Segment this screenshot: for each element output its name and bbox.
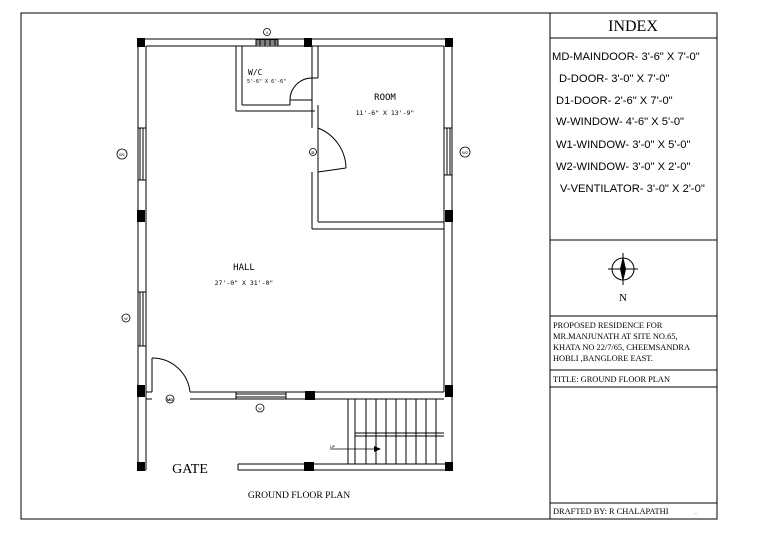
project-line-4: HOBLI ,BANGLORE EAST. (553, 354, 653, 363)
stair-up-label: UP (330, 445, 335, 449)
index-item-d1: D1-DOOR- 2'-6" X 7'-0" (556, 95, 673, 107)
index-panel (550, 18, 717, 195)
plan-caption: GROUND FLOOR PLAN (247, 490, 351, 501)
project-line-3: KHATA NO 22/7/65, CHEEMSANDRA (553, 343, 691, 352)
index-item-w2: W2-WINDOW- 3'-0" X 2'-0" (556, 161, 691, 173)
north-compass (608, 253, 638, 304)
index-item-w: W-WINDOW- 4'-6" X 5'-0" (556, 116, 685, 128)
gate-label: GATE (172, 462, 208, 477)
project-description (553, 321, 690, 363)
index-title: INDEX (608, 18, 658, 35)
floor-plan (117, 29, 470, 472)
wc-door (290, 78, 312, 105)
tag-label-w1: W1 (119, 152, 125, 157)
index-item-d: D-DOOR- 3'-0" X 7'-0" (559, 73, 670, 85)
drafted-by-suffix: ... (694, 510, 697, 515)
tag-labels (119, 31, 469, 449)
project-line-2: MR.MANJUNATH AT SITE NO.65, (553, 332, 678, 341)
project-line-1: PROPOSED RESIDENCE FOR (553, 321, 663, 330)
hall-size: 27'-0" X 31'-0" (214, 279, 274, 287)
main-door (152, 358, 190, 392)
room-name: ROOM (374, 93, 396, 103)
drawing-title: TITLE: GROUND FLOOR PLAN (553, 375, 671, 384)
tag-label-md: MD (166, 397, 174, 402)
tag-label-d: D (311, 150, 315, 155)
index-item-md: MD-MAINDOOR- 3'-6" X 7'-0" (552, 51, 700, 63)
tag-label-w-front: W (258, 407, 262, 411)
outer-walls (138, 39, 452, 470)
drafted-by: DRAFTED BY: R CHALAPATHI (553, 507, 669, 516)
tag-label-w-left: W (124, 317, 128, 321)
tag-label-v: V (265, 31, 269, 35)
tag-label-w2: W2 (462, 150, 468, 155)
tag-markers (117, 29, 470, 413)
room-size: 11'-6" X 13'-9" (355, 109, 415, 117)
windows (138, 128, 452, 399)
index-item-v: V-VENTILATOR- 3'-0" X 2'-0" (560, 183, 705, 195)
wc-size: 5'-6" X 6'-6" (247, 79, 287, 85)
wc-name: W/C (248, 68, 263, 77)
north-label: N (619, 292, 627, 304)
index-item-w1: W1-WINDOW- 3'-0" X 5'-0" (556, 139, 691, 151)
room-walls (312, 100, 444, 229)
hall-name: HALL (233, 263, 255, 273)
room-labels (215, 68, 415, 287)
room-door (318, 128, 346, 172)
compass-icon (608, 253, 638, 285)
ventilator (256, 40, 278, 46)
staircase (330, 399, 444, 464)
